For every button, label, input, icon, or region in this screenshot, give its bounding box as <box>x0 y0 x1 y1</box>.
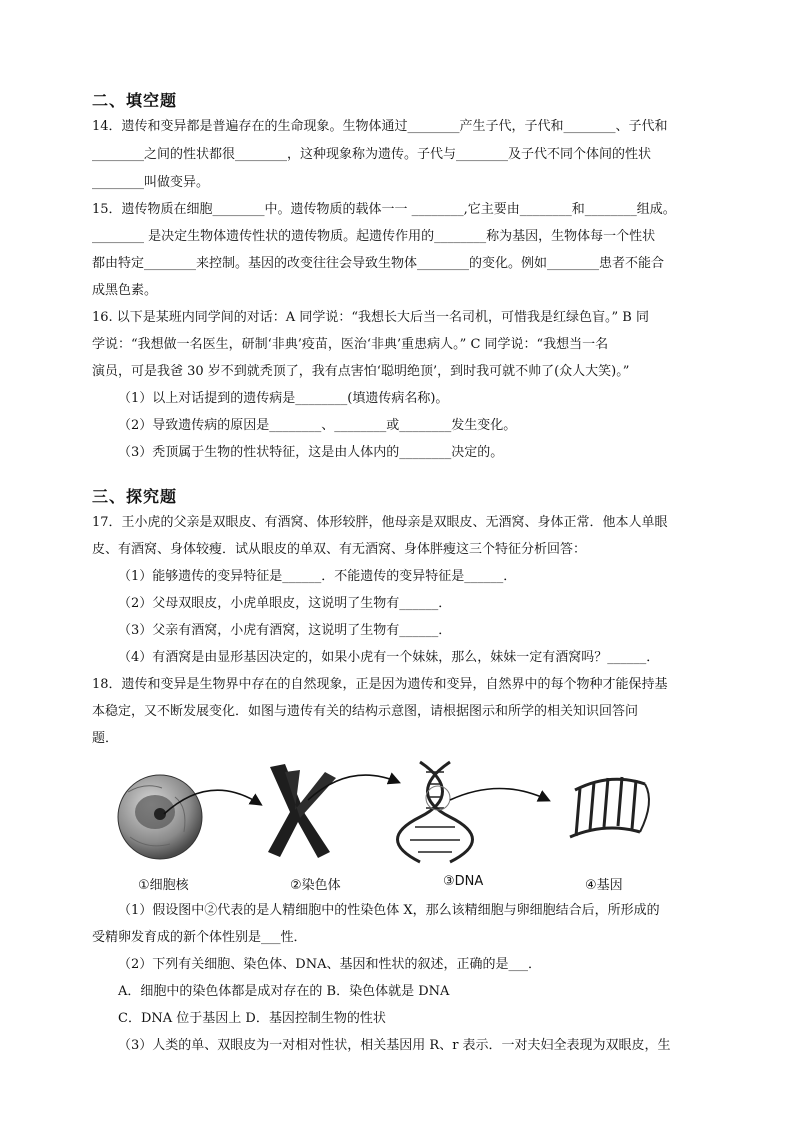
arrow-3 <box>450 789 548 801</box>
q18-sub-3: （3）人类的单、双眼皮为一对相对性状，相关基因用 R、r 表示．一对夫妇全表现为双眼皮，生 <box>118 1038 671 1053</box>
heredity-structure-figure <box>100 752 700 867</box>
dna-image <box>398 762 473 862</box>
q18-options-cd: C．DNA 位于基因上 D．基因控制生物的性状 <box>118 1011 386 1026</box>
caption-chromosome: ②染色体 <box>290 878 341 893</box>
q17-line-2: 皮、有酒窝、身体较瘦．试从眼皮的单双、有无酒窝、身体胖瘦这三个特征分析回答： <box>92 542 587 557</box>
q16-sub-1: （1）以上对话提到的遗传病是________(填遗传病名称)。 <box>118 391 449 406</box>
caption-gene: ④基因 <box>585 878 623 893</box>
caption-cell-nucleus: ①细胞核 <box>138 878 189 893</box>
cell-nucleus-image <box>118 775 202 859</box>
q18-sub-2: （2）下列有关细胞、染色体、DNA、基因和性状的叙述，正确的是___． <box>118 957 541 972</box>
q17-sub-4: （4）有酒窝是由显形基因决定的，如果小虎有一个妹妹，那么，妹妹一定有酒窝吗？______． <box>118 650 660 665</box>
q16-line-1: 16. 以下是某班内同学间的对话：A 同学说：“我想长大后当一名司机，可惜我是红绿色盲。” B 同 <box>92 310 649 325</box>
q14-line-1: 14．遗传和变异都是普遍存在的生命现象。生物体通过________产生子代，子代和________、子代和 <box>92 119 668 134</box>
q16-line-2: 学说：“我想做一名医生，研制‘非典’疫苗，医治‘非典’重患病人。” C 同学说：“我想当一名 <box>92 337 609 352</box>
gene-image <box>570 777 649 837</box>
q18-options-ab: A．细胞中的染色体都是成对存在的 B．染色体就是 DNA <box>118 984 450 999</box>
q15-line-4: 成黑色素。 <box>92 283 158 298</box>
q17-line-1: 17．王小虎的父亲是双眼皮、有酒窝、体形较胖，他母亲是双眼皮、无酒窝、身体正常．他本人单眼 <box>92 515 668 530</box>
q18-line-2: 本稳定，又不断发展变化．如图与遗传有关的结构示意图，请根据图示和所学的相关知识回答问 <box>92 704 639 719</box>
q15-line-2: ________ 是决定生物体遗传性状的遗传物质。起遗传作用的________称为基因，生物体每一个性状 <box>92 229 656 244</box>
q16-sub-2: （2）导致遗传病的原因是________、________或________发生变化。 <box>118 418 517 433</box>
q18-sub-1-line-2: 受精卵发育成的新个体性别是___性． <box>92 930 307 945</box>
chromosome-image <box>268 764 336 858</box>
q15-line-1: 15．遗传物质在细胞________中。遗传物质的载体一一 ________,它主要由________和________组成。 <box>92 202 676 217</box>
section-title-fill-blank: 二、填空题 <box>92 91 178 110</box>
caption-dna: ③DNA <box>443 874 484 889</box>
q18-sub-1-line-1: （1）假设图中②代表的是人精细胞中的性染色体 X，那么该精细胞与卵细胞结合后，所形成的 <box>118 903 660 918</box>
q16-line-3: 演员，可是我爸 30 岁不到就秃顶了，我有点害怕‘聪明绝顶’，到时我可就不帅了(众人大笑)。” <box>92 364 630 379</box>
q16-sub-3: （3）秃顶属于生物的性状特征，这是由人体内的________决定的。 <box>118 445 504 460</box>
section-title-explore: 三、探究题 <box>92 487 178 506</box>
q14-line-3: ________叫做变异。 <box>92 175 210 190</box>
q14-line-2: ________之间的性状都很________，这种现象称为遗传。子代与________及子代不同个体间的性状 <box>92 147 652 162</box>
q18-line-1: 18．遗传和变异是生物界中存在的自然现象，正是因为遗传和变异，自然界中的每个物种才能保持基 <box>92 677 668 692</box>
q17-sub-3: （3）父亲有酒窝，小虎有酒窝，这说明了生物有______． <box>118 623 452 638</box>
q15-line-3: 都由特定________来控制。基因的改变往往会导致生物体________的变化。例如________患者不能合 <box>92 256 665 271</box>
q17-sub-1: （1）能够遗传的变异特征是______．不能遗传的变异特征是______． <box>118 569 517 584</box>
q18-line-3: 题． <box>92 731 119 746</box>
q17-sub-2: （2）父母双眼皮，小虎单眼皮，这说明了生物有______． <box>118 596 452 611</box>
